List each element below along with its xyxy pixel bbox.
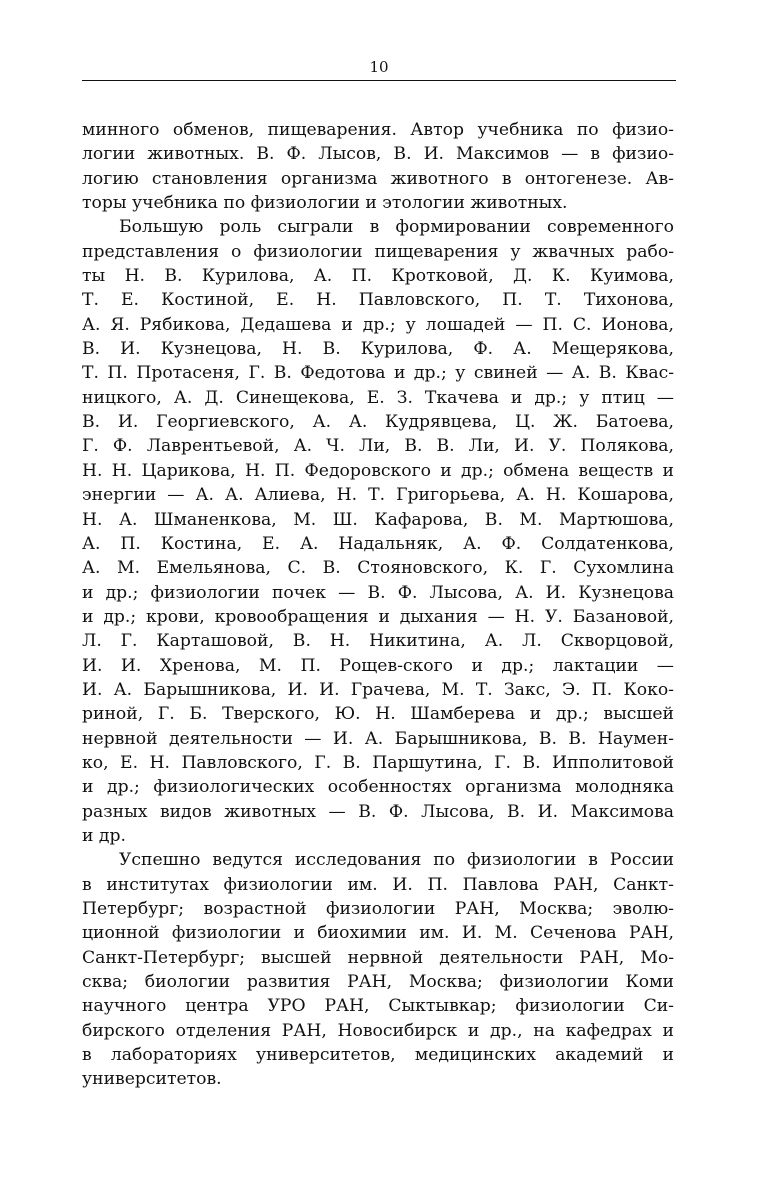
paragraph (82, 118, 674, 215)
text-line: энергии — А. А. Алиева, Н. Т. Григорьева, А. Н. Кошарова, (82, 485, 674, 506)
page-number: 10 (369, 58, 389, 76)
text-line: представления о физиологии пищеварения у жвачных рабо- (82, 241, 674, 262)
text-line: нервной деятельности — И. А. Барышникова, В. В. Наумен- (82, 728, 674, 749)
text-line: и др.; физиологических особенностях организма молодняка (82, 777, 674, 798)
text-line: Санкт-Петербург; высшей нервной деятельности РАН, Мо- (82, 947, 674, 968)
body-text (82, 118, 674, 1092)
text-line: А. М. Емельянова, С. В. Стояновского, К. Г. Сухомлина (82, 558, 674, 579)
text-line: минного обменов, пищеварения. Автор учебника по физио- (82, 120, 674, 140)
text-line: научного центра УРО РАН, Сыктывкар; физиологии Си- (82, 996, 674, 1017)
header-rule (82, 80, 676, 81)
text-line: разных видов животных — В. Ф. Лысова, В. И. Максимова (82, 801, 674, 822)
text-line: Успешно ведутся исследования по физиологии в России (119, 850, 674, 871)
text-line: в лабораториях университетов, медицинских академий и (82, 1045, 674, 1066)
text-line: и др.; крови, кровообращения и дыхания — Н. У. Базановой, (82, 606, 674, 627)
text-line: В. И. Кузнецова, Н. В. Курилова, Ф. А. Мещерякова, (82, 339, 674, 360)
text-line: Н. А. Шманенкова, М. Ш. Кафарова, В. М. Мартюшова, (82, 509, 674, 530)
text-line: Г. Ф. Лаврентьевой, А. Ч. Ли, В. В. Ли, И. У. Полякова, (82, 436, 674, 457)
text-line: И. А. Барышникова, И. И. Грачева, М. Т. Закс, Э. П. Коко- (82, 679, 674, 700)
text-line: А. Я. Рябикова, Дедашева и др.; у лошадей — П. С. Ионова, (82, 314, 674, 335)
text-line: И. И. Хренова, М. П. Рощев-ского и др.; лактации — (82, 655, 674, 676)
text-line: ко, Е. Н. Павловского, Г. В. Паршутина, Г. В. Ипполитовой (82, 752, 674, 773)
text-line: торы учебника по физиологии и этологии животных. (82, 193, 568, 214)
text-line: сква; биологии развития РАН, Москва; физиологии Коми (82, 972, 674, 993)
text-line: и др.; физиологии почек — В. Ф. Лысова, А. И. Кузнецова (82, 582, 674, 603)
text-line: Л. Г. Карташовой, В. Н. Никитина, А. Л. Скворцовой, (82, 631, 674, 652)
text-line: университетов. (82, 1069, 222, 1090)
text-line: ницкого, А. Д. Синещекова, Е. З. Ткачева и др.; у птиц — (82, 387, 674, 408)
text-line: риной, Г. Б. Тверского, Ю. Н. Шамберева и др.; высшей (82, 704, 674, 725)
text-line: Т. П. Протасеня, Г. В. Федотова и др.; у свиней — А. В. Квас- (82, 363, 674, 384)
text-line: В. И. Георгиевского, А. А. Кудрявцева, Ц. Ж. Батоева, (82, 412, 674, 433)
paragraph (82, 848, 674, 1091)
text-line: логии животных. В. Ф. Лысов, В. И. Максимов — в физио- (82, 144, 674, 165)
text-line: бирского отделения РАН, Новосибирск и др., на кафедрах и (82, 1020, 674, 1041)
paragraph (82, 215, 674, 848)
text-line: в институтах физиологии им. И. П. Павлова РАН, Санкт- (82, 874, 674, 895)
text-line: Н. Н. Царикова, Н. П. Федоровского и др.; обмена веществ и (82, 460, 674, 481)
text-line: Петербург; возрастной физиологии РАН, Москва; эволю- (82, 899, 674, 919)
text-line: и др. (82, 825, 126, 846)
text-line: ты Н. В. Курилова, А. П. Кротковой, Д. К. Куимова, (82, 266, 674, 287)
text-line: ционной физиологии и биохимии им. И. М. Сеченова РАН, (82, 923, 674, 944)
text-line: Т. Е. Костиной, Е. Н. Павловского, П. Т. Тихонова, (82, 290, 674, 311)
text-line: А. П. Костина, Е. А. Надальняк, А. Ф. Солдатенкова, (82, 533, 674, 554)
text-line: Большую роль сыграли в формировании современного (119, 217, 674, 238)
text-line: логию становления организма животного в онтогенезе. Ав- (82, 168, 674, 189)
